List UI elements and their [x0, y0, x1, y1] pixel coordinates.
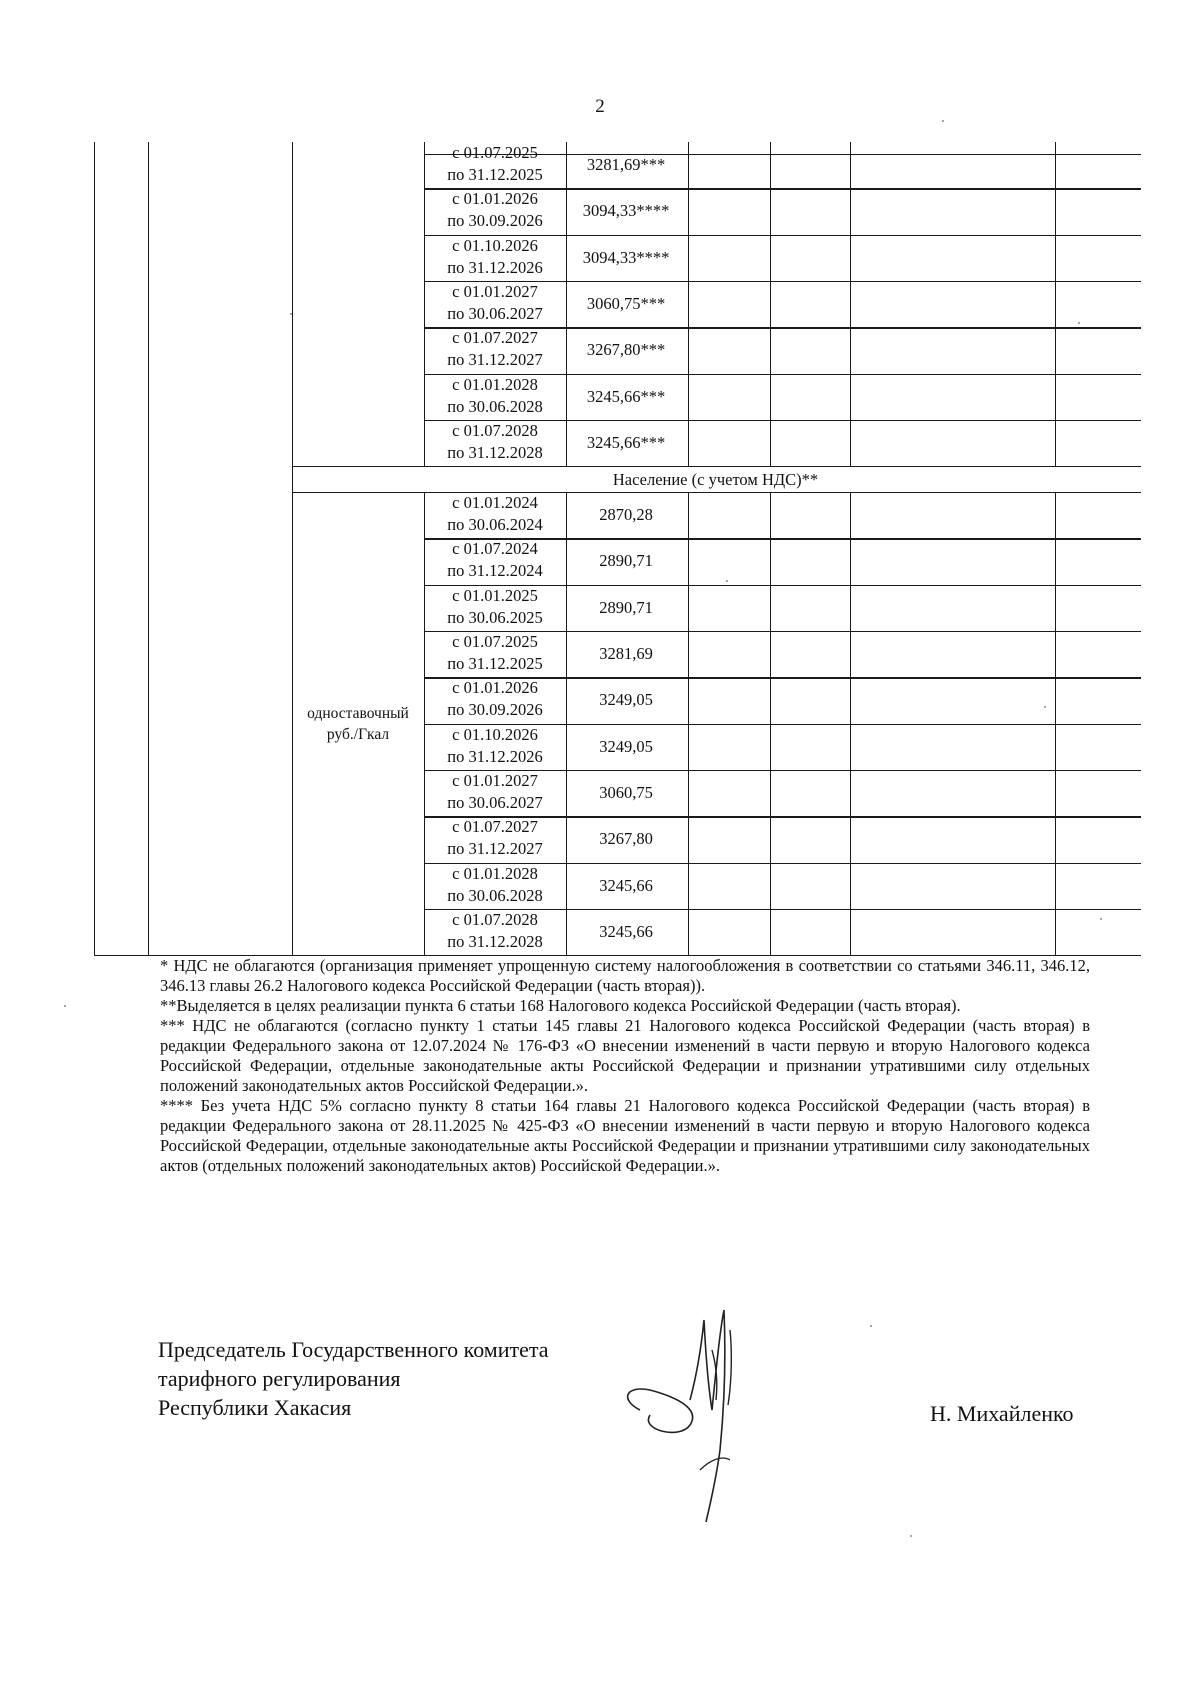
table-border-bottom: [94, 955, 1141, 956]
period-from: с 01.07.2025: [452, 143, 538, 162]
table-col-divider: [148, 142, 149, 955]
period-from: с 01.10.2026: [452, 724, 538, 744]
population-row-period: [425, 677, 565, 723]
page-number: 2: [595, 96, 605, 117]
period-from: с 01.01.2027: [452, 281, 538, 301]
upper-row-tariff-value: 3245,66***: [586, 432, 666, 452]
period-to: по 31.12.2027: [447, 350, 543, 370]
signer-title-line3: Республики Хакасия: [158, 1395, 352, 1420]
table-row-line: [292, 466, 1141, 467]
scan-speck: [870, 1325, 872, 1327]
population-row-period: [425, 770, 565, 816]
population-row-period: [425, 538, 565, 584]
population-row-tariff-value: 3249,05: [599, 736, 653, 756]
population-row-tariff-value: 2890,71: [599, 597, 653, 617]
footnote-1: * НДС не облагаются (организация применяет упрощенную систему налогообложения в соответствии со статьями 346.11, 346.12, 346.13 главы 26.2 Налогового кодекса Российской Федерации (часть вторая)).: [160, 956, 1090, 995]
upper-row-tariff-value: 3245,66***: [586, 386, 666, 406]
handwritten-signature: [620, 1290, 790, 1530]
period-from: с 01.07.2027: [452, 817, 538, 837]
scan-speck: [910, 1535, 912, 1537]
period-from: с 01.07.2028: [452, 420, 538, 440]
upper-row-period: [425, 420, 565, 466]
table-col-divider: [1055, 142, 1056, 466]
population-row-tariff-value: 3060,75: [599, 782, 653, 802]
population-row-period: [425, 492, 565, 538]
footnote-4: **** Без учета НДС 5% согласно пункту 8 статьи 164 главы 21 Налогового кодекса Российской Федерации (часть вторая) в редакции Федерального закона от 28.11.2025 № 425-ФЗ «О внесении изменений в части первую и вторую Налогового кодекса Российской Федерации, отдельные законодательные акты Российской Федерации и признании утратившими силу законодательных актов (отдельных положений законодательных актов) Российской Федерации.».: [160, 1096, 1090, 1175]
population-row-period: [425, 631, 565, 677]
signer-title-line1: Председатель Государственного комитета: [158, 1337, 549, 1362]
section-title-population: Население (с учетом НДС)**: [612, 470, 819, 490]
upper-row-tariff-value: 3094,33****: [582, 247, 670, 267]
period-to: по 30.06.2027: [447, 792, 543, 812]
period-from: с 01.01.2028: [452, 863, 538, 883]
footnote-2: **Выделяется в целях реализации пункта 6 статьи 168 Налогового кодекса Российской Федерации (часть вторая).: [160, 996, 961, 1015]
period-to: по 30.09.2026: [447, 211, 543, 231]
upper-row-tariff-value: 3281,69***: [586, 155, 666, 174]
tariff-type-line1: одноставочный: [307, 704, 409, 722]
scan-speck: [942, 120, 944, 122]
upper-row-period: [425, 374, 565, 420]
signer-title: [158, 1335, 549, 1422]
tariff-type-unit: руб./Гкал: [326, 725, 390, 743]
scan-speck: [1078, 322, 1080, 324]
signer-title-line2: тарифного регулирования: [158, 1366, 401, 1391]
upper-row-tariff-value: 3267,80***: [586, 340, 666, 360]
population-row-tariff-value: 3281,69: [599, 644, 653, 663]
upper-row-period: [425, 188, 565, 234]
period-to: по 30.06.2024: [447, 515, 543, 535]
tariff-type-label: [292, 703, 424, 745]
signer-name: Н. Михайленко: [930, 1401, 1074, 1426]
table-col-divider: [688, 142, 689, 466]
population-row-tariff-value: 3249,05: [599, 690, 653, 710]
upper-row-period: [425, 327, 565, 373]
period-from: с 01.07.2028: [452, 909, 538, 929]
period-to: по 30.06.2028: [447, 885, 543, 905]
scan-speck: [1100, 918, 1102, 920]
period-to: по 31.12.2025: [447, 654, 543, 673]
period-to: по 31.12.2027: [447, 839, 543, 859]
population-row-tariff-value: 3245,66: [599, 875, 653, 895]
period-from: с 01.01.2025: [452, 585, 538, 605]
period-from: с 01.01.2027: [452, 770, 538, 790]
table-row-line: [292, 492, 1141, 493]
upper-row-tariff-value: 3094,33****: [582, 201, 670, 221]
population-row-tariff-value: 3267,80: [599, 829, 653, 849]
table-col-divider: [292, 142, 293, 955]
scan-speck: [726, 580, 728, 582]
footnote-3: *** НДС не облагаются (согласно пункту 1 статьи 145 главы 21 Налогового кодекса Российской Федерации (часть вторая) в редакции Федерального закона от 12.07.2024 № 176-ФЗ «О внесении изменений в части первую и вторую Налогового кодекса Российской Федерации, отдельные законодательные акты Российской Федерации и признании утратившими силу отдельных положений законодательных актов Российской Федерации.».: [160, 1016, 1090, 1095]
period-from: с 01.10.2026: [452, 235, 538, 255]
population-row-period: [425, 863, 565, 909]
table-border-left: [94, 142, 95, 955]
footnotes: [160, 956, 1090, 1176]
period-from: с 01.01.2026: [452, 189, 538, 209]
period-to: по 31.12.2026: [447, 746, 543, 766]
period-to: по 30.06.2025: [447, 607, 543, 627]
period-from: с 01.01.2024: [452, 493, 538, 513]
upper-row-period: [425, 235, 565, 281]
population-row-period: [425, 909, 565, 955]
period-from: с 01.01.2026: [452, 678, 538, 698]
period-to: по 30.06.2028: [447, 396, 543, 416]
population-row-period: [425, 724, 565, 770]
period-from: с 01.07.2025: [452, 632, 538, 651]
period-to: по 31.12.2028: [447, 931, 543, 951]
population-row-tariff-value: 3245,66: [599, 921, 653, 941]
upper-row-period: [425, 142, 565, 188]
scan-speck: [1044, 706, 1046, 708]
period-to: по 31.12.2026: [447, 257, 543, 277]
period-to: по 31.12.2024: [447, 561, 543, 581]
upper-row-tariff-value: 3060,75***: [586, 293, 666, 313]
table-col-divider: [770, 142, 771, 466]
scan-speck: [64, 1005, 66, 1007]
period-to: по 31.12.2028: [447, 442, 543, 462]
table-col-divider: [850, 142, 851, 466]
period-to: по 30.06.2027: [447, 303, 543, 323]
period-from: с 01.07.2024: [452, 539, 538, 559]
population-row-period: [425, 585, 565, 631]
population-row-period: [425, 816, 565, 862]
period-to: по 30.09.2026: [447, 700, 543, 720]
population-row-tariff-value: 2870,28: [599, 505, 653, 525]
period-to: по 31.12.2025: [447, 165, 543, 184]
period-from: с 01.07.2027: [452, 328, 538, 348]
upper-row-period: [425, 281, 565, 327]
period-from: с 01.01.2028: [452, 374, 538, 394]
population-row-tariff-value: 2890,71: [599, 551, 653, 571]
